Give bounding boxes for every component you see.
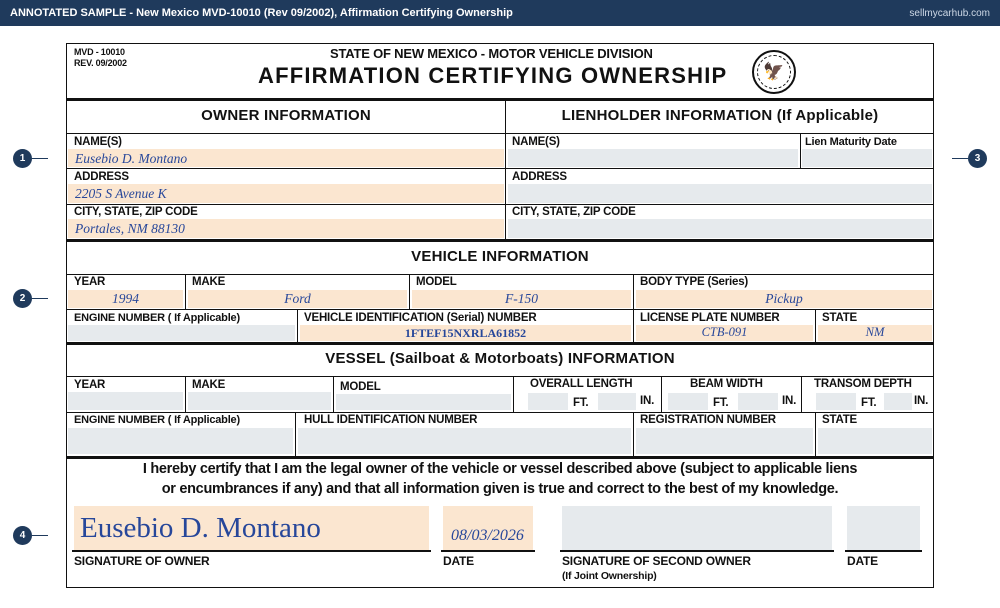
vessel-reg-field[interactable] (636, 428, 813, 454)
vehicle-engine-label: ENGINE NUMBER ( If Applicable) (74, 312, 240, 324)
vessel-year-label: YEAR (74, 379, 106, 391)
second-owner-note: (If Joint Ownership) (562, 570, 657, 582)
lien-maturity-field[interactable] (802, 149, 932, 167)
vessel-make-field[interactable] (188, 392, 331, 410)
divider (661, 376, 662, 412)
marker-2-line (32, 298, 48, 299)
divider (333, 376, 334, 412)
vessel-beam-ft-unit: FT. (713, 397, 729, 409)
vessel-beam-in-unit: IN. (782, 395, 797, 407)
vessel-transom-ft-unit: FT. (861, 397, 877, 409)
divider (633, 412, 634, 456)
vessel-engine-label: ENGINE NUMBER ( If Applicable) (74, 414, 240, 426)
vehicle-make-value: Ford (284, 291, 311, 306)
divider (815, 412, 816, 456)
divider (66, 204, 934, 205)
divider (513, 376, 514, 412)
banner (0, 0, 1000, 26)
divider (409, 274, 410, 309)
owner-name-value: Eusebio D. Montano (75, 151, 188, 166)
vehicle-heading: VEHICLE INFORMATION (411, 248, 589, 265)
divider (66, 412, 934, 413)
divider (633, 274, 634, 309)
divider (505, 100, 506, 240)
form-title: AFFIRMATION CERTIFYING OWNERSHIP (258, 63, 728, 88)
vessel-beam-ft-field[interactable] (668, 393, 708, 410)
owner-date-line (441, 550, 535, 552)
owner-name-label: NAME(S) (74, 136, 122, 148)
lien-csz-field[interactable] (508, 219, 932, 238)
vessel-model-field[interactable] (336, 394, 511, 410)
owner-address-label: ADDRESS (74, 171, 129, 183)
vessel-transom-ft-field[interactable] (816, 393, 856, 410)
divider (66, 376, 934, 377)
vessel-transom-in-unit: IN. (914, 395, 929, 407)
certification-line-1: I hereby certify that I am the legal owner of the vehicle or vessel described above (subject to applicable liens (142, 461, 858, 477)
certification-statement (66, 459, 934, 499)
divider (66, 342, 934, 345)
vessel-transom-in-field[interactable] (884, 393, 912, 410)
vehicle-state-value: NM (865, 325, 885, 339)
second-owner-signature-field[interactable] (562, 506, 832, 550)
marker-2: 2 (13, 289, 32, 308)
owner-signature-label: SIGNATURE OF OWNER (74, 554, 210, 568)
vessel-make-label: MAKE (192, 379, 226, 391)
lien-name-field[interactable] (508, 149, 798, 167)
vehicle-vin-label: VEHICLE IDENTIFICATION (Serial) NUMBER (304, 312, 537, 324)
owner-heading: OWNER INFORMATION (201, 107, 371, 124)
divider (633, 309, 634, 342)
vessel-state-field[interactable] (818, 428, 932, 454)
owner-csz-value: Portales, NM 88130 (75, 221, 185, 236)
divider (66, 98, 934, 101)
vessel-beam-in-field[interactable] (738, 393, 778, 410)
second-owner-date-label: DATE (847, 554, 878, 568)
vessel-length-in-field[interactable] (598, 393, 636, 410)
divider (800, 133, 801, 168)
second-owner-signature-line (560, 550, 834, 552)
vehicle-model-value: F-150 (505, 291, 538, 306)
divider (185, 376, 186, 412)
divider (66, 239, 934, 242)
second-owner-date-line (845, 550, 922, 552)
vessel-beam-label: BEAM WIDTH (690, 378, 763, 390)
divider (801, 376, 802, 412)
divider (295, 412, 296, 456)
marker-3-line (952, 158, 968, 159)
vehicle-year-value: 1994 (112, 291, 139, 306)
divider (185, 274, 186, 309)
vessel-length-ft-field[interactable] (528, 393, 568, 410)
vessel-length-ft-unit: FT. (573, 397, 589, 409)
divider (66, 274, 934, 275)
vehicle-plate-value: CTB-091 (701, 325, 748, 339)
form-number: MVD - 10010 (74, 47, 125, 57)
vehicle-make-label: MAKE (192, 276, 226, 288)
vessel-length-in-unit: IN. (640, 395, 655, 407)
vessel-heading: VESSEL (Sailboat & Motorboats) INFORMATION (325, 350, 675, 367)
owner-date-value: 08/03/2026 (451, 527, 524, 544)
banner-title: ANNOTATED SAMPLE - New Mexico MVD-10010 (Rev 09/2002), Affirmation Certifying Ownership (10, 7, 513, 19)
divider (815, 309, 816, 342)
vehicle-engine-field[interactable] (68, 325, 295, 341)
vehicle-year-label: YEAR (74, 276, 106, 288)
vehicle-body-label: BODY TYPE (Series) (640, 276, 749, 288)
vessel-state-label: STATE (822, 414, 857, 426)
vessel-length-label: OVERALL LENGTH (530, 378, 633, 390)
vessel-engine-field[interactable] (68, 428, 293, 454)
state-seal-icon: 🦅 (752, 50, 796, 94)
lien-address-field[interactable] (508, 184, 932, 203)
owner-signature-line (72, 550, 431, 552)
lien-csz-label: CITY, STATE, ZIP CODE (512, 206, 636, 218)
vehicle-vin-value: 1FTEF15NXRLA61852 (404, 326, 527, 340)
form-revision: REV. 09/2002 (74, 58, 127, 68)
vessel-transom-label: TRANSOM DEPTH (814, 378, 912, 390)
divider (297, 309, 298, 342)
vehicle-body-value: Pickup (765, 291, 803, 306)
marker-1: 1 (13, 149, 32, 168)
vessel-hull-label: HULL IDENTIFICATION NUMBER (304, 414, 478, 426)
vessel-year-field[interactable] (68, 392, 183, 410)
second-owner-date-field[interactable] (847, 506, 920, 550)
lien-address-label: ADDRESS (512, 171, 567, 183)
agency-name: STATE OF NEW MEXICO - MOTOR VEHICLE DIVISION (330, 46, 653, 61)
owner-address-value: 2205 S Avenue K (75, 186, 167, 201)
owner-date-label: DATE (443, 554, 474, 568)
lienholder-heading: LIENHOLDER INFORMATION (If Applicable) (561, 107, 879, 124)
marker-4: 4 (13, 526, 32, 545)
vessel-model-label: MODEL (340, 381, 381, 393)
lien-maturity-label: Lien Maturity Date (805, 136, 897, 148)
marker-1-line (32, 158, 48, 159)
vehicle-state-label: STATE (822, 312, 857, 324)
marker-3: 3 (968, 149, 987, 168)
divider (66, 168, 934, 169)
vessel-reg-label: REGISTRATION NUMBER (640, 414, 776, 426)
second-owner-signature-label: SIGNATURE OF SECOND OWNER (562, 554, 751, 568)
vessel-hull-field[interactable] (298, 428, 631, 454)
owner-csz-label: CITY, STATE, ZIP CODE (74, 206, 198, 218)
vehicle-plate-label: LICENSE PLATE NUMBER (640, 312, 780, 324)
marker-4-line (32, 535, 48, 536)
divider (66, 309, 934, 310)
owner-signature-value: Eusebio D. Montano (80, 512, 321, 544)
lien-name-label: NAME(S) (512, 136, 560, 148)
certification-line-2: or encumbrances if any) and that all information given is true and correct to the best of my knowledge. (161, 481, 839, 497)
divider (66, 133, 934, 134)
banner-site[interactable]: sellmycarhub.com (909, 7, 990, 19)
vehicle-model-label: MODEL (416, 276, 457, 288)
